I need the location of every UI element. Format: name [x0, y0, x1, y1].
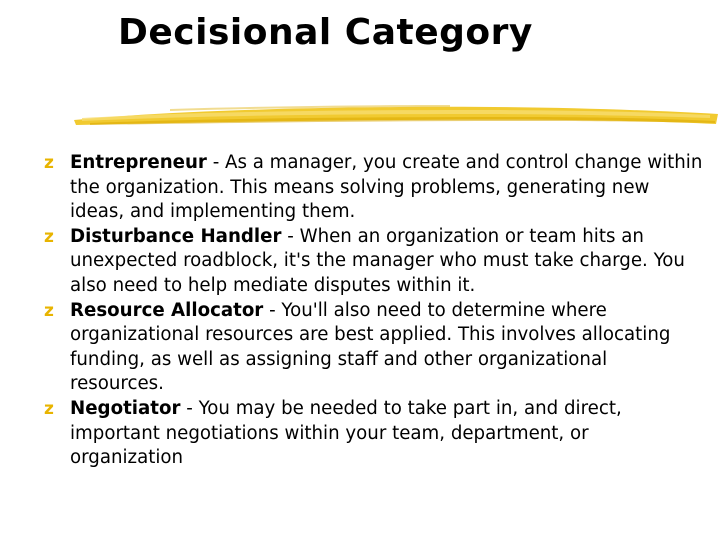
bullet-text: - You'll also need to determine where organizational resources are best applied. This involves allocating funding, as well as assigning staff and other organizational resources. — [70, 299, 671, 395]
bullet-term: Resource Allocator — [70, 299, 264, 321]
bullet-icon: z — [44, 226, 54, 247]
bullet-text: - When an organization or team hits an unexpected roadblock, it's the manager who must take charge. You also need to help mediate disputes within it. — [70, 225, 685, 296]
bullet-icon: z — [44, 153, 54, 173]
slide-title: Decisional Category — [118, 12, 533, 53]
list-item — [44, 151, 704, 225]
bullet-term: Entrepreneur — [70, 152, 207, 173]
bullet-icon: z — [44, 300, 54, 321]
list-item — [44, 225, 704, 299]
title-brush-underline — [70, 98, 720, 134]
bullet-term: Negotiator — [70, 397, 181, 419]
list-item — [44, 299, 704, 397]
bullet-icon: z — [44, 398, 54, 419]
bullet-text: - As a manager, you create and control change within the organization. This means solving problems, generating new ideas, and implementing them. — [70, 152, 703, 223]
list-item — [44, 397, 704, 471]
bullet-list — [44, 151, 704, 471]
bullet-term: Disturbance Handler — [70, 225, 282, 247]
bullet-text: - You may be needed to take part in, and direct, important negotiations within your team, department, or organization — [70, 397, 622, 469]
